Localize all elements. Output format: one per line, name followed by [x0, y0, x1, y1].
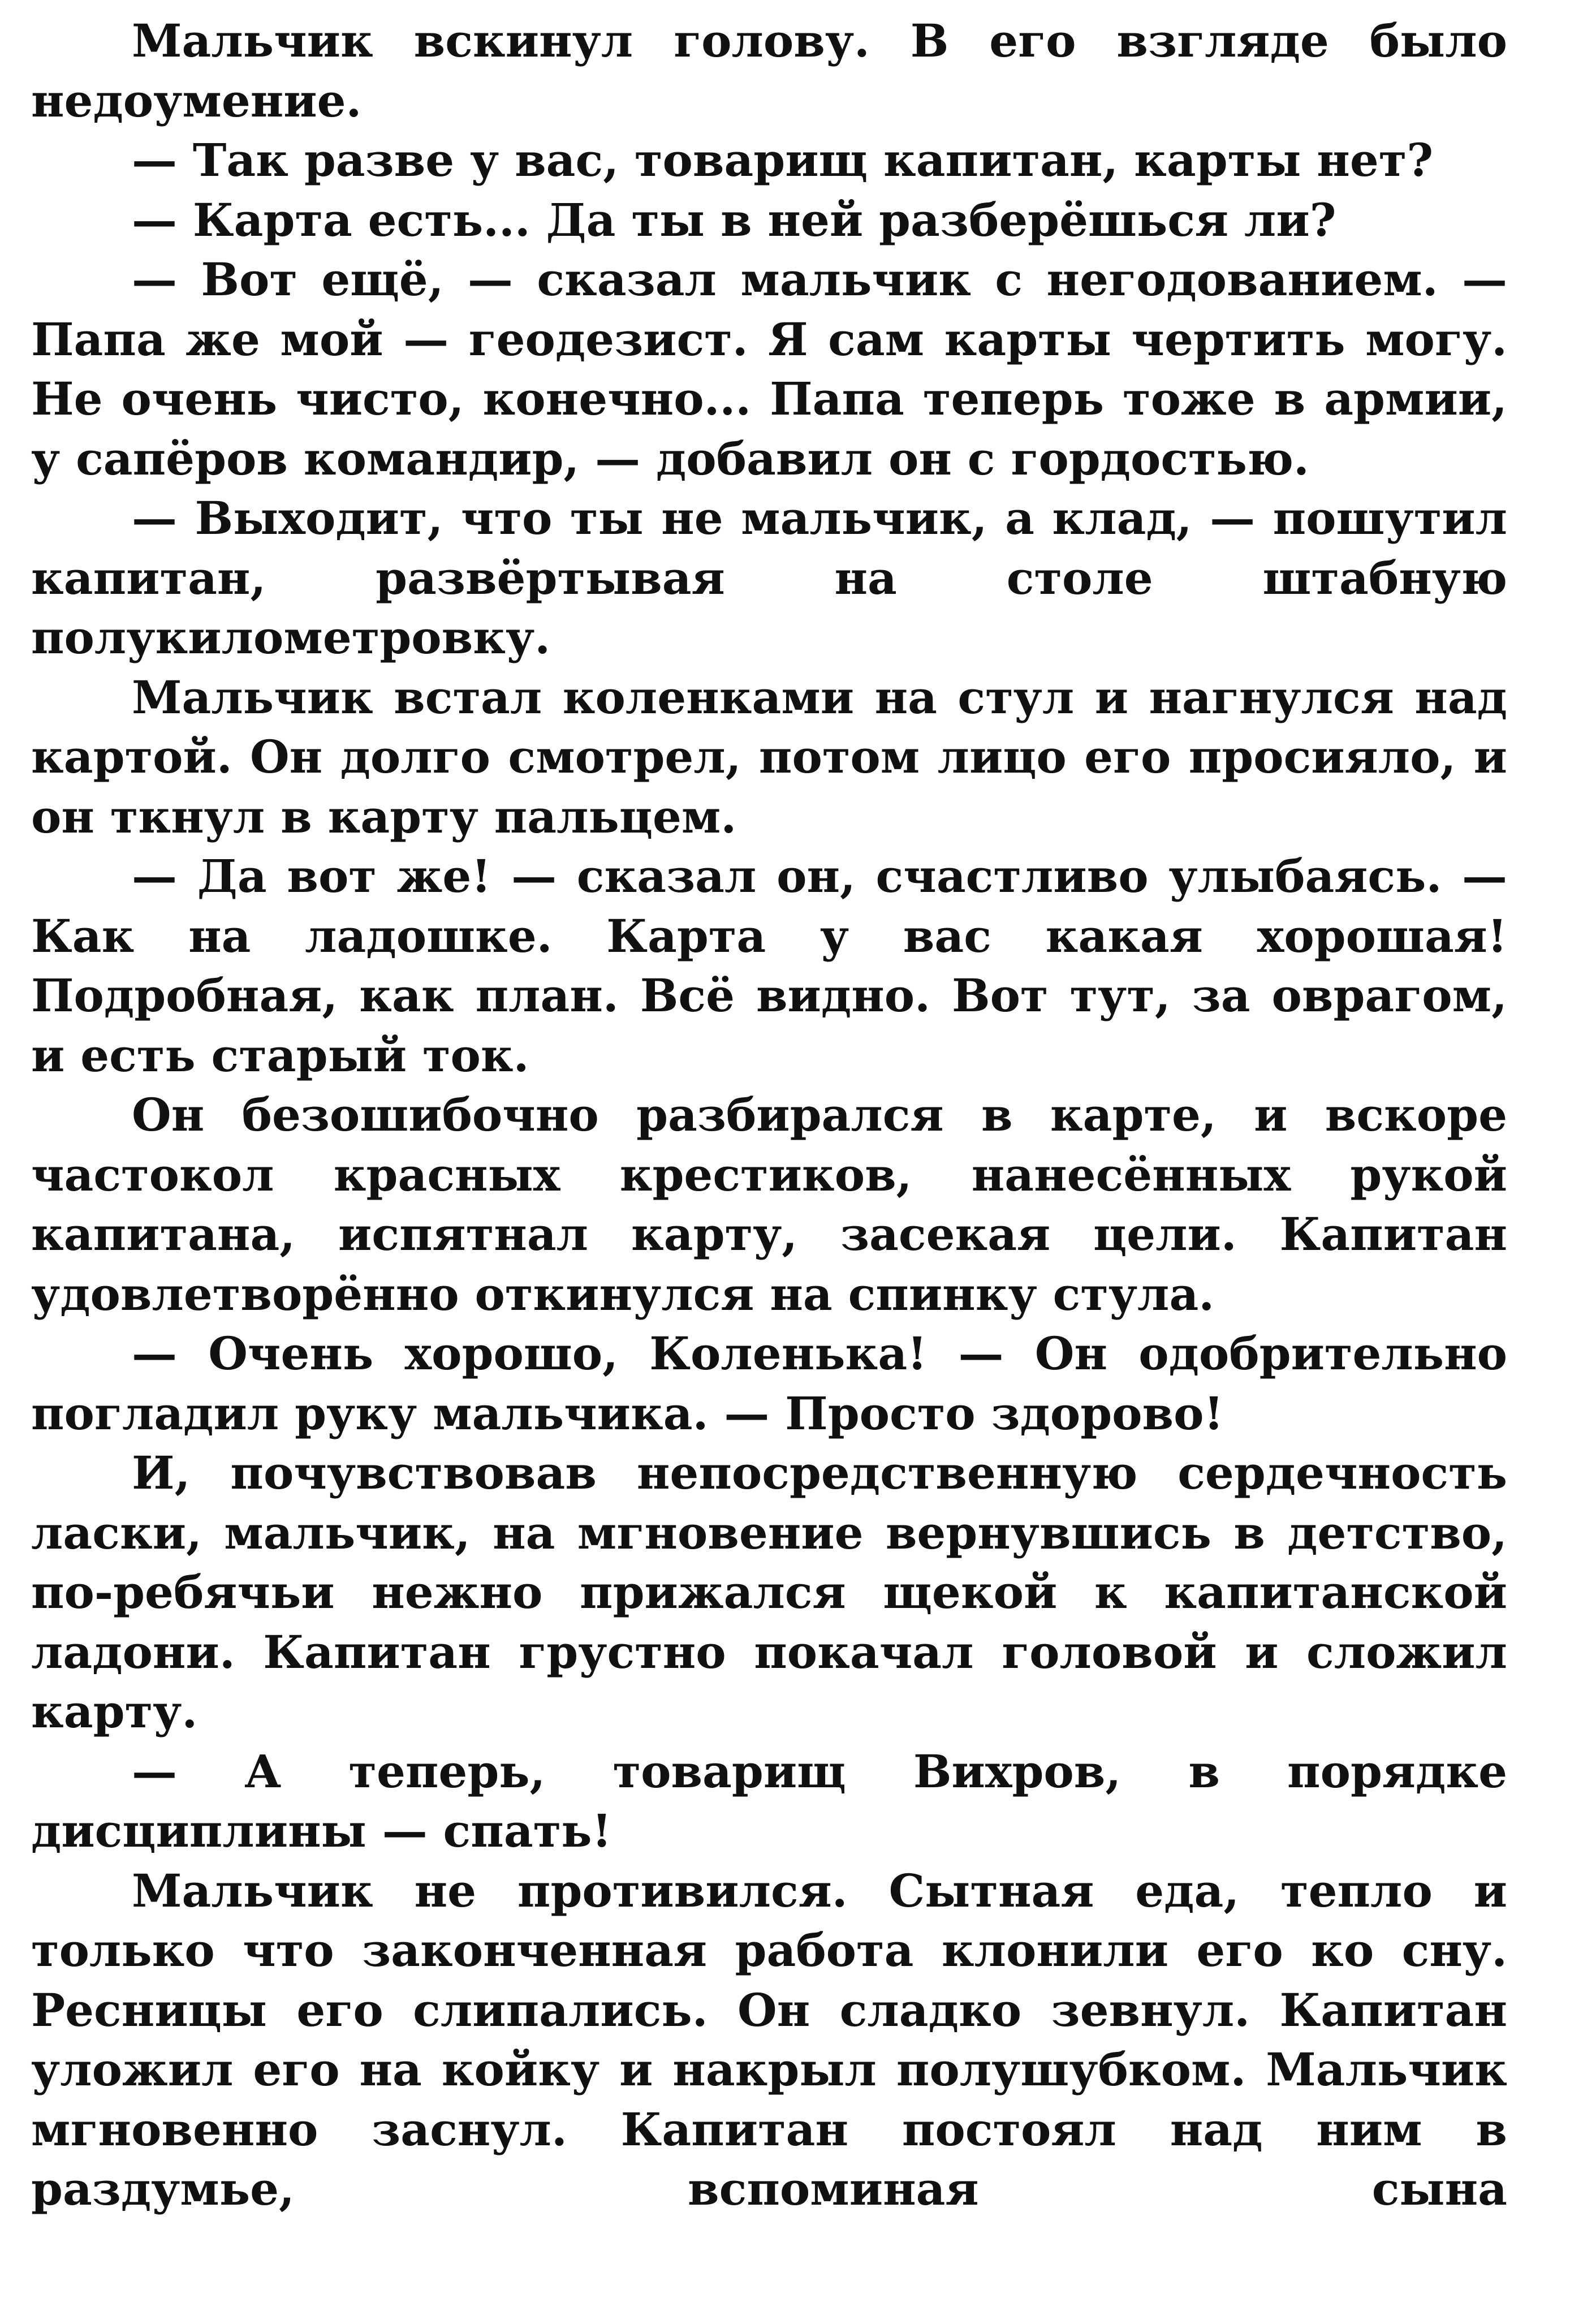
paragraph-4: — Вот ещё, — сказал мальчик с негодованием. — Папа же мой — геодезист. Я сам карты чертить могу. Не очень чисто, конечно... Папа теперь тоже в армии, у сапёров командир, — добавил он с гордостью.	[31, 253, 1507, 485]
paragraph-6: Мальчик встал коленками на стул и нагнулся над картой. Он долго смотрел, потом лицо его просияло, и он ткнул в карту пальцем.	[31, 670, 1507, 843]
paragraph-7: — Да вот же! — сказал он, счастливо улыбаясь. — Как на ладошке. Карта у вас какая хорошая! Подробная, как план. Всё видно. Вот тут, за оврагом, и есть старый ток.	[31, 850, 1507, 1082]
paragraph-8: Он безошибочно разбирался в карте, и вскоре частокол красных крестиков, нанесённых рукой капитана, испятнал карту, засекая цели. Капитан удовлетворённо откинулся на спинку стула.	[31, 1088, 1507, 1321]
paragraph-9: — Очень хорошо, Коленька! — Он одобрительно погладил руку мальчика. — Просто здорово!	[31, 1327, 1507, 1440]
paragraph-12: Мальчик не противился. Сытная еда, тепло и только что законченная работа клонили его ко сну. Ресницы его слипались. Он сладко зевнул. Капитан уложил его на койку и накрыл полушубком. Мальчик мгновенно заснул. Капитан постоял над ним в раздумье, вспоминая сына	[31, 1864, 1507, 2215]
paragraph-1: Мальчик вскинул голову. В его взгляде было недоумение.	[31, 14, 1507, 127]
paragraph-10: И, почувствовав непосредственную сердечность ласки, мальчик, на мгновение вернувшись в детство, по-ребячьи нежно прижался щекой к капитанской ладони. Капитан грустно покачал головой и сложил карту.	[31, 1446, 1507, 1738]
paragraph-5: — Выходит, что ты не мальчик, а клад, — пошутил капитан, развёртывая на столе штабную полукилометровку.	[31, 491, 1507, 664]
paragraph-11: — А теперь, товарищ Вихров, в порядке дисциплины — спать!	[31, 1744, 1507, 1857]
book-page	[31, 11, 1507, 2313]
paragraph-3: — Карта есть... Да ты в ней разберёшься ли?	[132, 193, 1336, 247]
paragraph-2: — Так разве у вас, товарищ капитан, карты нет?	[132, 133, 1434, 187]
